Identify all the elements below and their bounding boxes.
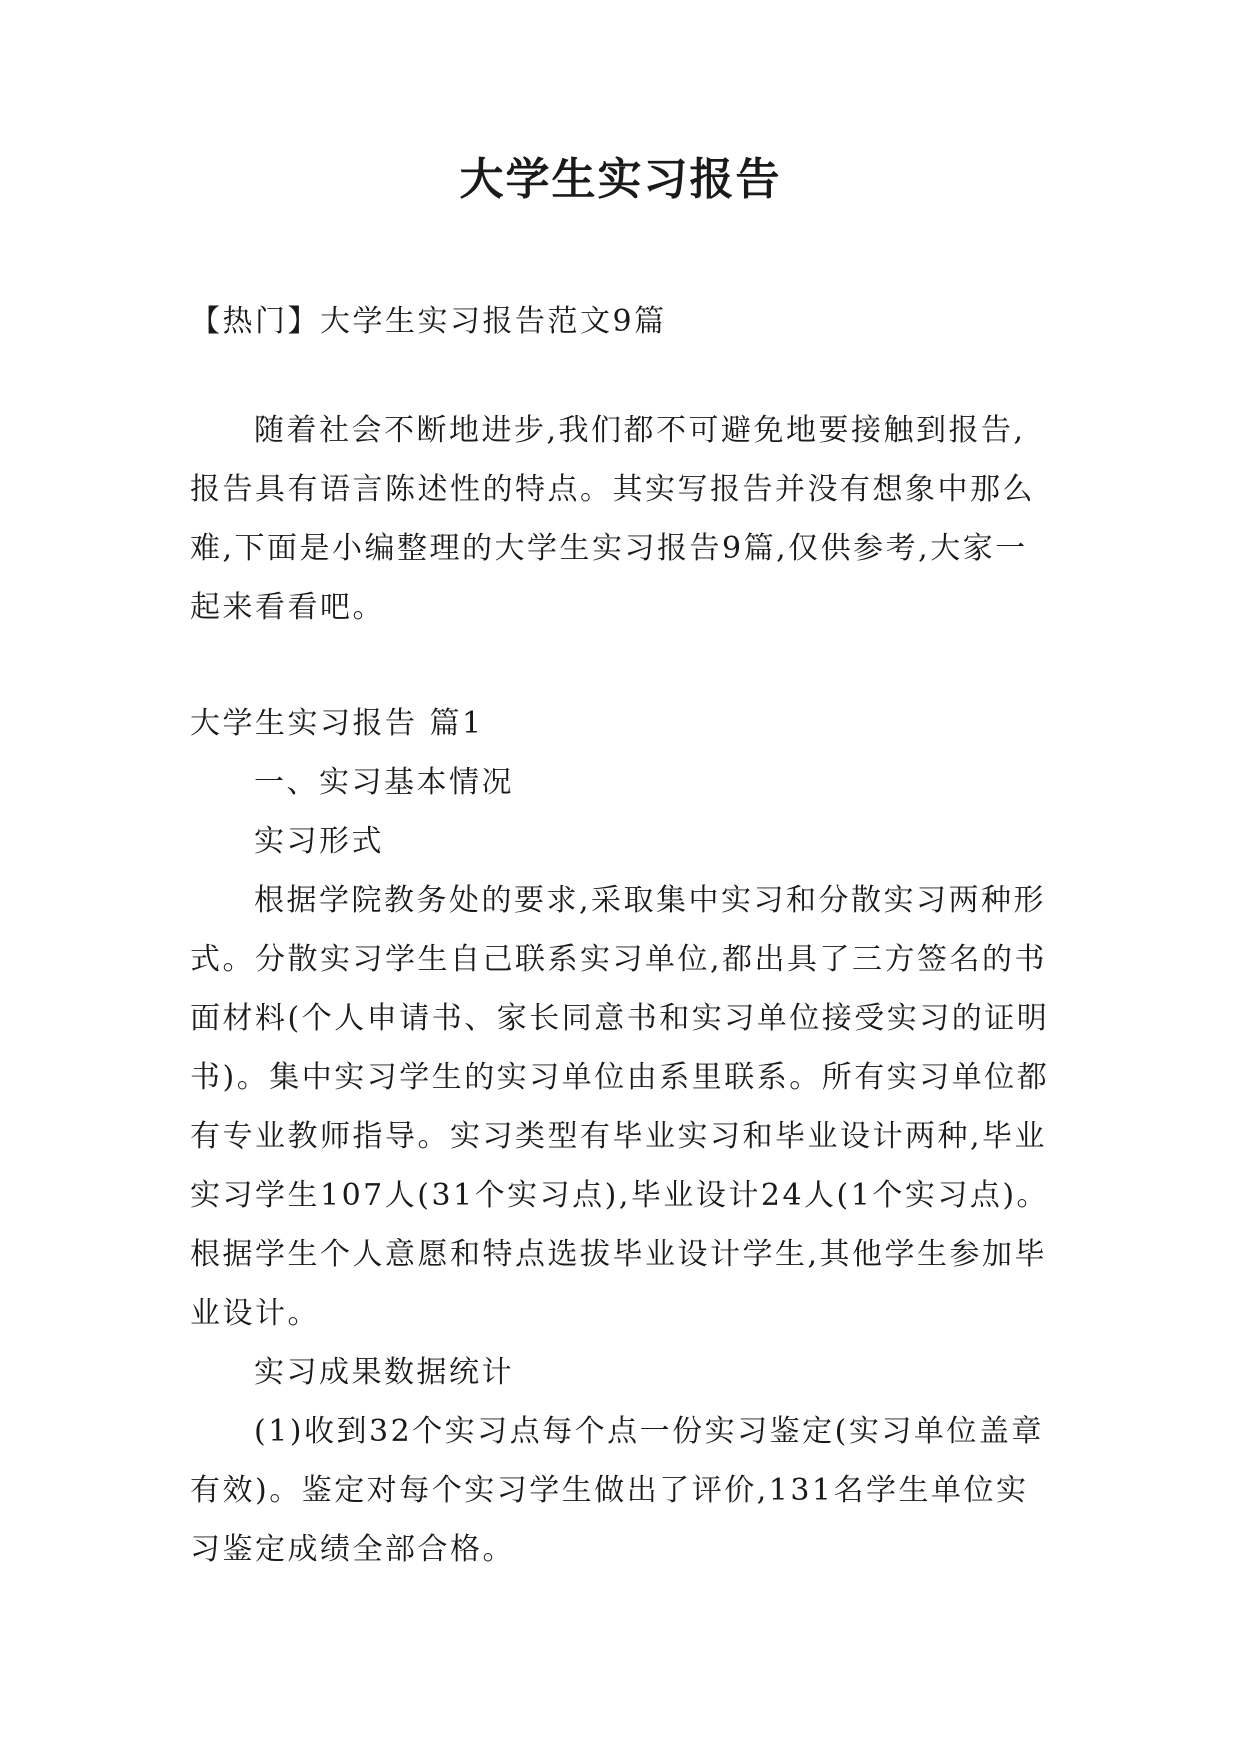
section-heading: 一、实习基本情况 (254, 765, 514, 800)
stats-paragraph: (1)收到32个实习点每个点一份实习鉴定(实习单位盖章有效)。鉴定对每个实习学生做出了评价,131名学生单位实习鉴定成绩全部合格。 (190, 1414, 1044, 1567)
sub-heading-form: 实习形式 (254, 824, 384, 859)
document-title: 大学生实习报告 (459, 154, 782, 205)
hot-topic-text: 【热门】大学生实习报告范文9篇 (190, 304, 667, 339)
sub-heading-stats: 实习成果数据统计 (254, 1355, 514, 1390)
hot-topic-line (190, 292, 1052, 351)
intro-section (190, 401, 1052, 637)
form-paragraph: 根据学院教务处的要求,采取集中实习和分散实习两种形式。分散实习学生自己联系实习单位,都出具了三方签名的书面材料(个人申请书、家长同意书和实习单位接受实习的证明书)。集中实习学生的实习单位由系里联系。所有实习单位都有专业教师指导。实习类型有毕业实习和毕业设计两种,毕业实习学生107人(31个实习点),毕业设计24人(1个实习点)。根据学生个人意愿和特点选拔毕业设计学生,其他学生参加毕业设计。 (190, 883, 1050, 1331)
article-section (190, 694, 1052, 1579)
intro-paragraph: 随着社会不断地进步,我们都不可避免地要接触到报告,报告具有语言陈述性的特点。其实写报告并没有想象中那么难,下面是小编整理的大学生实习报告9篇,仅供参考,大家一起来看看吧。 (190, 413, 1035, 625)
article-heading: 大学生实习报告 篇1 (190, 706, 484, 741)
